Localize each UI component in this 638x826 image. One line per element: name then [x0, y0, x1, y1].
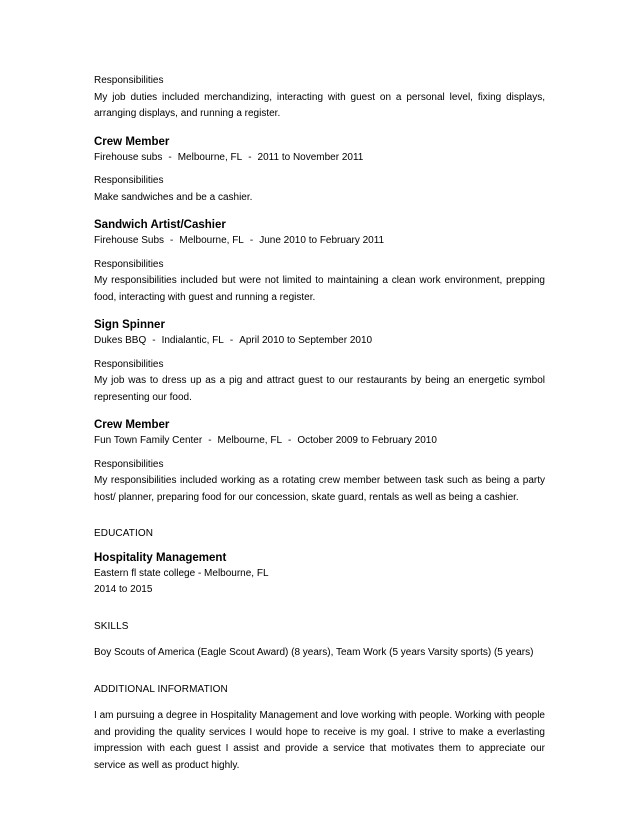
- separator: -: [152, 335, 156, 346]
- job-location: Melbourne, FL: [177, 151, 243, 163]
- job-employer: Firehouse subs: [94, 151, 163, 163]
- separator: -: [248, 151, 252, 163]
- responsibilities-text: My responsibilities included working as a rotating crew member between task such as being a party host/ planner, preparing food for our concession, skate guard, rentals as well as being a cashier.: [94, 475, 545, 503]
- responsibilities-label: Responsibilities: [94, 358, 164, 370]
- skills-heading: SKILLS: [94, 620, 129, 632]
- job-location: Melbourne, FL: [217, 435, 283, 446]
- additional-info-text: I am pursuing a degree in Hospitality Management and love working with people. Working with people and providing the quality services I would hope to receive is my goal. I strive to make a everlasting impression with each guest I assist and provide a service that motivates them to appreciate our service as well as product highly.: [94, 710, 545, 771]
- education-heading: EDUCATION: [94, 528, 154, 539]
- job-meta: [94, 333, 545, 350]
- job-entry: [94, 317, 545, 406]
- job-entry: [94, 217, 545, 306]
- job-dates: June 2010 to February 2011: [259, 235, 385, 246]
- job-employer: Firehouse Subs: [94, 235, 165, 246]
- school-name: Eastern fl state college - Melbourne, FL: [94, 567, 269, 579]
- skills-text: Boy Scouts of America (Eagle Scout Award) (8 years), Team Work (5 years Varsity sports) (5 years): [94, 647, 534, 658]
- education-years: 2014 to 2015: [94, 584, 153, 595]
- job-dates: April 2010 to September 2010: [239, 335, 373, 346]
- education-entry: [94, 550, 545, 599]
- separator: -: [208, 435, 212, 446]
- degree-title: Hospitality Management: [94, 551, 227, 564]
- separator: -: [288, 435, 292, 446]
- job-entry: [94, 417, 545, 506]
- responsibilities-text: My job duties included merchandizing, interacting with guest on a personal level, fixing displays, arranging displays, and running a register.: [94, 91, 545, 119]
- separator: -: [229, 335, 234, 346]
- job-title: Crew Member: [94, 419, 170, 431]
- responsibilities-label: Responsibilities: [94, 458, 164, 470]
- job-dates: 2011 to November 2011: [257, 151, 364, 163]
- job-dates: October 2009 to February 2010: [297, 435, 437, 446]
- job-meta: [94, 150, 545, 167]
- responsibilities-label: Responsibilities: [94, 258, 164, 270]
- separator: -: [170, 235, 174, 246]
- responsibilities-text: My job was to dress up as a pig and attract guest to our restaurants by being an energetic symbol representing our food.: [94, 375, 545, 403]
- job-employer: Dukes BBQ: [94, 335, 147, 346]
- responsibilities-text: Make sandwiches and be a cashier.: [94, 191, 253, 203]
- job-location: Indialantic, FL: [161, 335, 224, 346]
- intro-block: [94, 73, 545, 123]
- job-title: Crew Member: [94, 135, 170, 148]
- responsibilities-text: My responsibilities included but were not limited to maintaining a clean work environment, prepping food, interacting with guest and running a register.: [94, 275, 545, 303]
- job-meta: [94, 433, 545, 450]
- responsibilities-label: Responsibilities: [94, 175, 164, 186]
- separator: -: [168, 151, 172, 163]
- responsibilities-label: Responsibilities: [94, 75, 164, 86]
- job-meta: [94, 233, 545, 250]
- job-entry: [94, 134, 545, 207]
- job-title: Sandwich Artist/Cashier: [94, 219, 226, 231]
- separator: -: [249, 235, 254, 246]
- job-title: Sign Spinner: [94, 319, 165, 331]
- additional-info-heading: ADDITIONAL INFORMATION: [94, 683, 228, 695]
- job-employer: Fun Town Family Center: [94, 435, 203, 446]
- job-location: Melbourne, FL: [179, 235, 244, 246]
